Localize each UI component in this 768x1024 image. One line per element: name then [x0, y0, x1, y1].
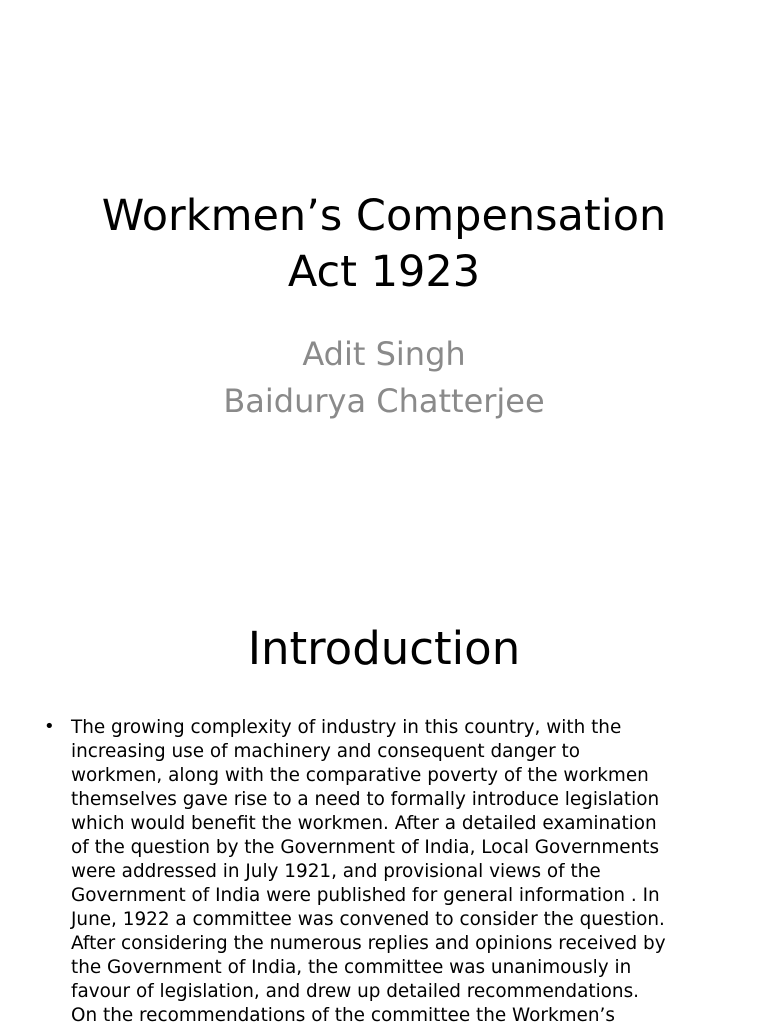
paragraph-line: On the recommendations of the committee the Workmen’s — [71, 1005, 615, 1024]
bullet-icon: • — [44, 716, 55, 737]
title-line: Workmen’s Compensation — [101, 191, 667, 241]
paragraph-line: June, 1922 a committee was convened to consider the question. — [71, 909, 665, 930]
paragraph-line: the Government of India, the committee was unanimously in — [71, 957, 632, 978]
paragraph-line: increasing use of machinery and consequent danger to — [71, 741, 580, 762]
slide-title — [0, 188, 768, 300]
author-name: Baidurya Chatterjee — [223, 382, 545, 420]
paragraph-line: workmen, along with the comparative poverty of the workmen — [71, 765, 649, 786]
section-heading: Introduction — [247, 622, 521, 675]
paragraph-line: were addressed in July 1921, and provisional views of the — [71, 861, 601, 882]
author-name: Adit Singh — [302, 335, 466, 373]
title-line: Act 1923 — [287, 247, 481, 297]
paragraph-line: The growing complexity of industry in this country, with the — [71, 717, 622, 738]
paragraph-line: Government of India were published for general information . In — [71, 885, 660, 906]
bullet-list — [44, 716, 734, 1024]
paragraph-line: After considering the numerous replies and opinions received by — [71, 933, 666, 954]
paragraph-line: themselves gave rise to a need to formally introduce legislation — [71, 789, 660, 810]
paragraph-line: favour of legislation, and drew up detailed recommendations. — [71, 981, 640, 1002]
author-list — [0, 331, 768, 425]
paragraph-line: which would benefit the workmen. After a detailed examination — [71, 813, 657, 834]
paragraph-line: of the question by the Government of India, Local Governments — [71, 837, 660, 858]
bullet-item — [44, 716, 734, 1024]
